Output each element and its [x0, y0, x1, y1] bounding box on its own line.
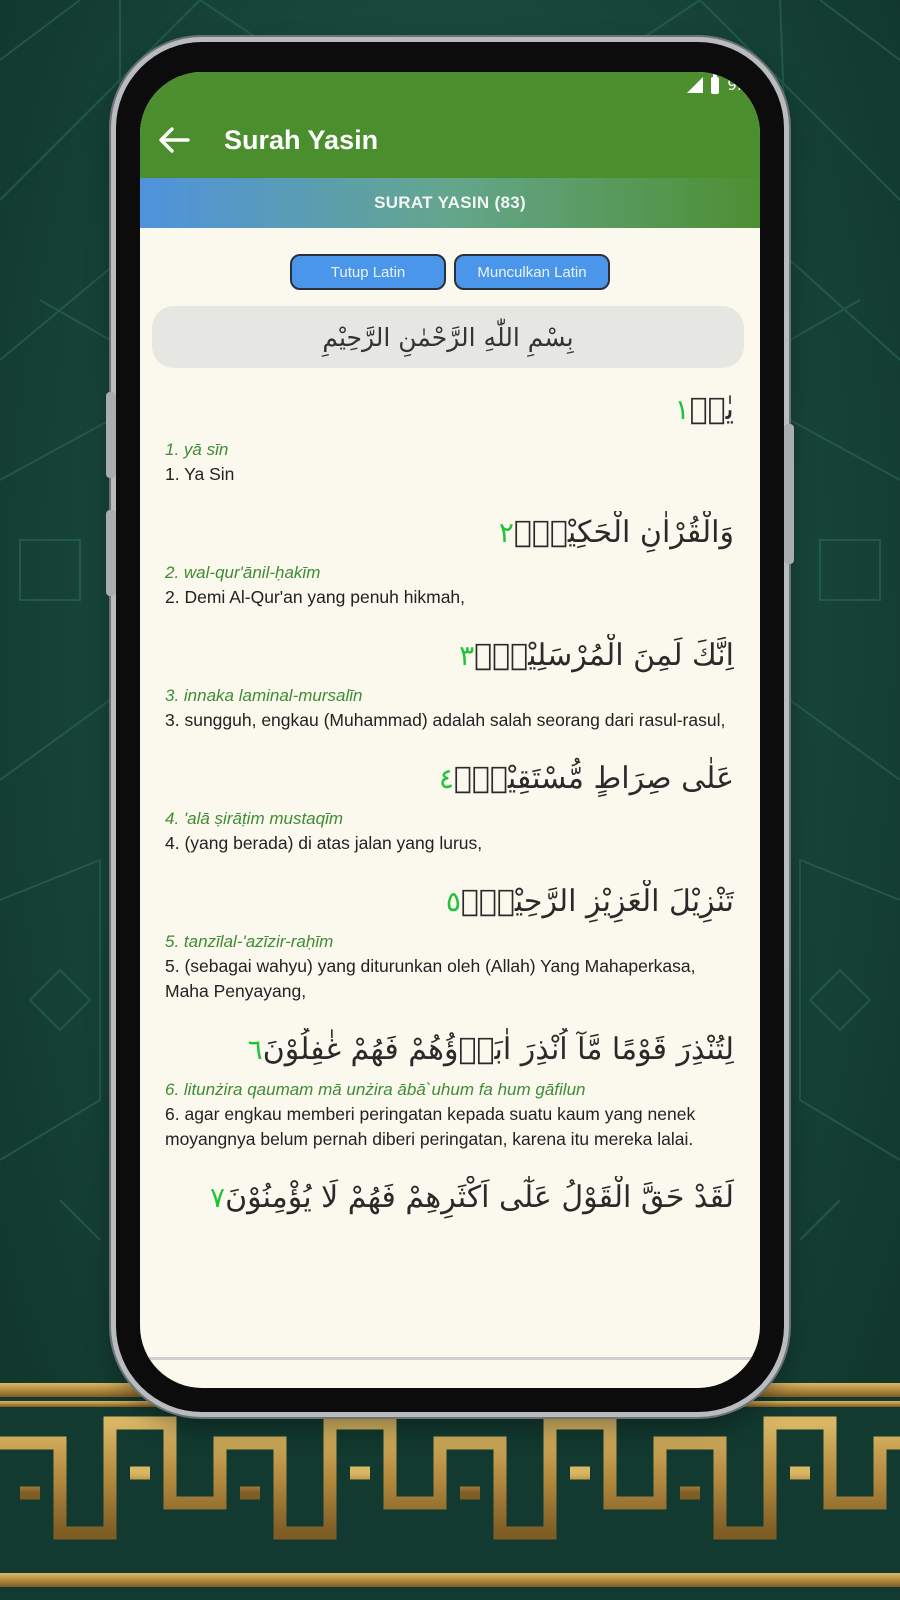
verse-latin: 5. tanzīlal-'azīzir-raḥīm [165, 932, 334, 951]
ayah-number: ٧ [210, 1181, 226, 1214]
verse-arabic: وَالْقُرْاٰنِ الْحَكِيْمِۙ٢ [498, 515, 734, 550]
app-screen [140, 72, 760, 1388]
verse-item [165, 1028, 734, 1152]
ayah-number: ٣ [459, 639, 475, 672]
hide-latin-button[interactable]: Tutup Latin [290, 254, 446, 290]
phone-side-button [106, 510, 116, 596]
app-bar [140, 102, 760, 178]
decorative-border [0, 1383, 900, 1600]
ayah-number: ٥ [445, 885, 461, 918]
page-title: Surah Yasin [224, 124, 379, 155]
signal-icon [687, 77, 703, 93]
verse-arabic: اِنَّكَ لَمِنَ الْمُرْسَلِيْنَۙ٣ [459, 638, 734, 673]
ayah-number: ١ [674, 393, 690, 426]
battery-icon [711, 77, 719, 94]
verse-arabic: لِتُنْذِرَ قَوْمًا مَّآ اُنْذِرَ اٰبَاۤؤُهُمْ فَهُمْ غٰفِلُوْنَ٦ [247, 1032, 734, 1067]
verse-translation: 4. (yang berada) di atas jalan yang lurus, [165, 833, 483, 853]
phone-power-button [784, 424, 794, 564]
ayah-number: ٢ [498, 516, 514, 549]
verse-latin: 2. wal-qur'ānil-ḥakīm [165, 563, 321, 582]
verse-latin: 6. litunżira qaumam mā unżira ābā`uhum fa hum gāfilun [165, 1080, 586, 1099]
verse-translation: 2. Demi Al-Qur'an yang penuh hikmah, [165, 587, 466, 607]
verse-latin: 3. innaka laminal-mursalīn [165, 686, 363, 705]
verse-item [165, 757, 734, 856]
verse-arabic: لَقَدْ حَقَّ الْقَوْلُ عَلٰٓى اَكْثَرِهِمْ فَهُمْ لَا يُؤْمِنُوْنَ٧ [210, 1180, 734, 1215]
battery-text: 9: [727, 76, 742, 94]
verse-arabic: تَنْزِيْلَ الْعَزِيْزِ الرَّحِيْمِۙ٥ [445, 884, 734, 919]
status-bar [140, 72, 760, 102]
verse-latin: 4. 'alā ṣirāṭim mustaqīm [165, 809, 344, 828]
surah-banner: SURAT YASIN (83) [140, 178, 760, 228]
verse-item [165, 880, 734, 1004]
verse-translation: 6. agar engkau memberi peringatan kepada suatu kaum yang nenek moyangnya belum pernah diberi peringatan, karena itu mereka lalai. [165, 1104, 696, 1149]
verse-item [165, 511, 734, 610]
verse-list [140, 388, 760, 1220]
ayah-number: ٦ [247, 1033, 263, 1066]
verse-item [165, 1176, 734, 1220]
verse-arabic: يٰسۤ١ [674, 392, 734, 427]
basmala-text: بِسْمِ اللّٰهِ الرَّحْمٰنِ الرَّحِيْمِ [152, 306, 744, 368]
content-area [140, 254, 760, 1220]
show-latin-button[interactable]: Munculkan Latin [454, 254, 610, 290]
back-arrow-icon[interactable] [144, 102, 204, 178]
bottom-divider [140, 1357, 760, 1360]
verse-latin: 1. yā sīn [165, 440, 229, 459]
verse-item [165, 634, 734, 733]
verse-arabic: عَلٰى صِرَاطٍ مُّسْتَقِيْمٍۗ٤ [438, 761, 734, 796]
phone-side-button [106, 392, 116, 478]
verse-translation: 1. Ya Sin [165, 464, 235, 484]
verse-item [165, 388, 734, 487]
verse-translation: 5. (sebagai wahyu) yang diturunkan oleh (Allah) Yang Mahaperkasa, Maha Penyayang, [165, 956, 696, 1001]
ayah-number: ٤ [438, 762, 454, 795]
verse-translation: 3. sungguh, engkau (Muhammad) adalah salah seorang dari rasul-rasul, [165, 710, 726, 730]
